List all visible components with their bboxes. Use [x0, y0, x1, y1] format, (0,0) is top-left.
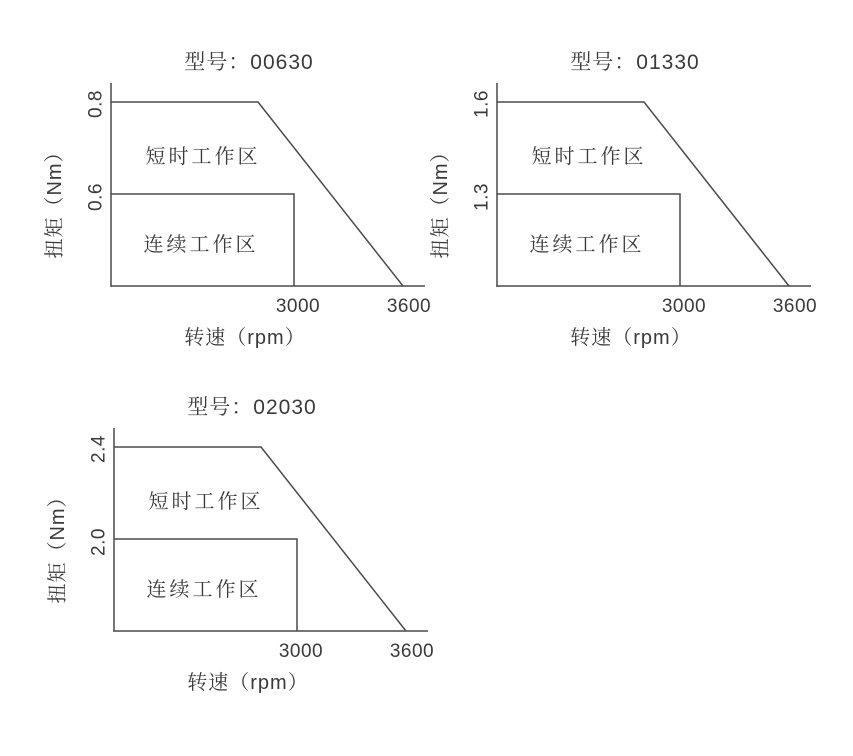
torque-chart-00630: [30, 40, 450, 370]
x-axis-label: 转速（rpm）: [184, 327, 306, 349]
zone-label-continuous: 连续工作区: [529, 234, 645, 256]
chart-title: 型号：00630: [184, 51, 314, 74]
zone-label-short-time: 短时工作区: [148, 491, 264, 513]
zone-label-short-time: 短时工作区: [145, 146, 261, 168]
y-axis-label: 扭矩（Nm）: [44, 141, 66, 259]
x-tick-rated: 3000: [275, 296, 321, 317]
torque-chart-02030-canvas: [33, 385, 453, 715]
x-tick-max: 3600: [772, 296, 818, 317]
y-tick-rated: 0.6: [85, 183, 107, 211]
zone-label-continuous: 连续工作区: [146, 579, 262, 601]
y-tick-rated: 1.3: [471, 183, 493, 211]
chart-title: 型号：02030: [187, 396, 317, 419]
x-axis-label: 转速（rpm）: [187, 672, 309, 694]
x-tick-rated: 3000: [278, 641, 324, 662]
torque-chart-00630-canvas: [30, 40, 450, 370]
torque-chart-02030: [33, 385, 453, 715]
chart-title: 型号：01330: [570, 51, 700, 74]
y-tick-peak: 2.4: [88, 435, 110, 463]
y-tick-rated: 2.0: [88, 528, 110, 556]
y-axis-label: 扭矩（Nm）: [430, 141, 452, 259]
zone-label-short-time: 短时工作区: [531, 146, 647, 168]
zone-label-continuous: 连续工作区: [143, 234, 259, 256]
x-tick-rated: 3000: [661, 296, 707, 317]
y-tick-peak: 1.6: [471, 90, 493, 118]
y-tick-peak: 0.8: [85, 90, 107, 118]
x-axis-label: 转速（rpm）: [570, 327, 692, 349]
torque-chart-01330: [416, 40, 836, 370]
y-axis-label: 扭矩（Nm）: [47, 486, 69, 604]
x-tick-max: 3600: [386, 296, 432, 317]
x-tick-max: 3600: [389, 641, 435, 662]
torque-chart-01330-canvas: [416, 40, 836, 370]
